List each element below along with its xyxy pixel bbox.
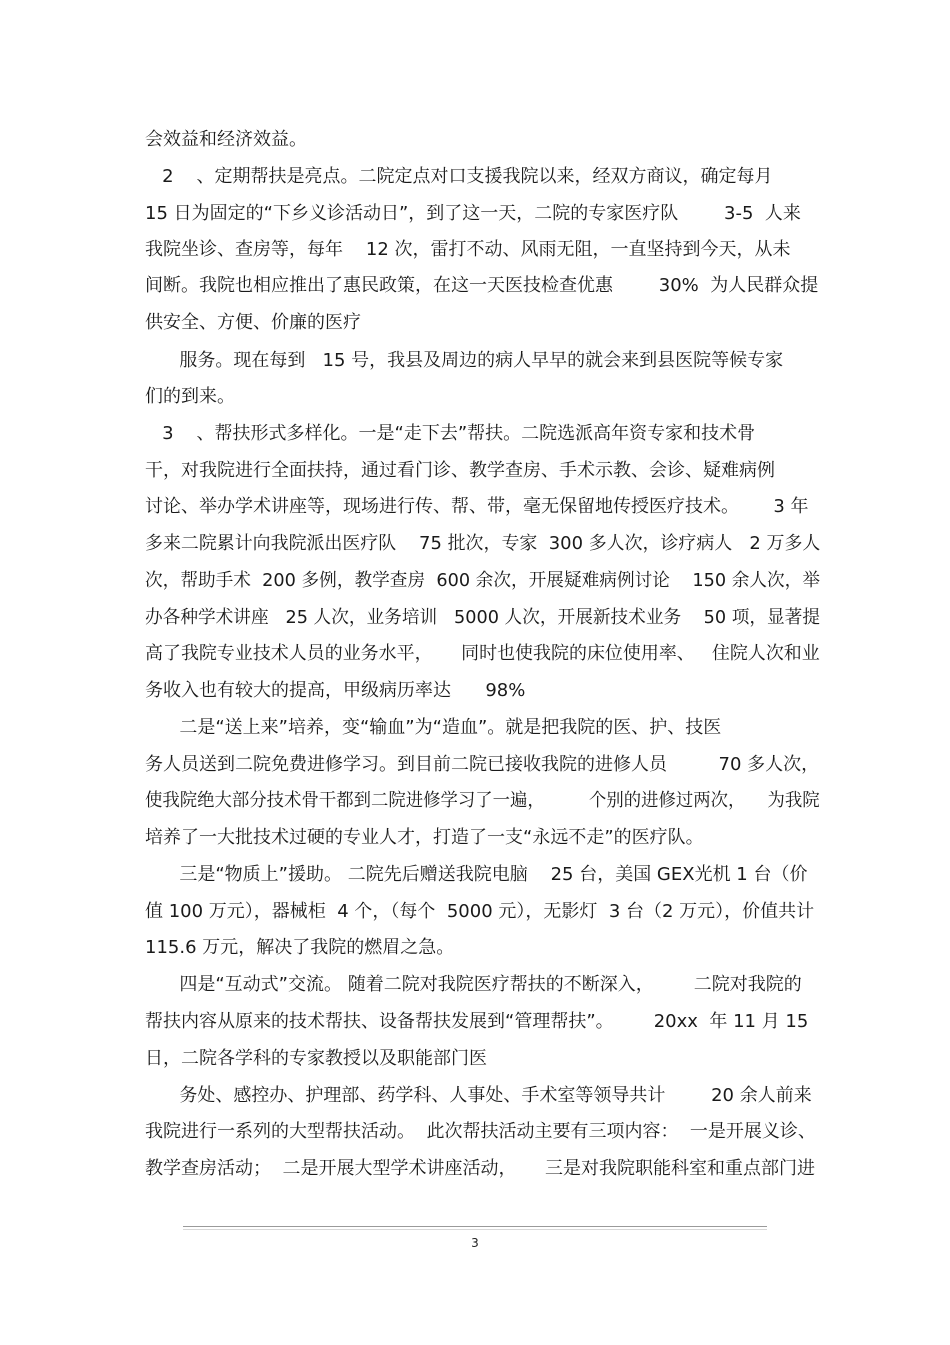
- text-line: 15 日为固定的“下乡义诊活动日”，到了这一天，二院的专家医疗队 3-5 人来: [145, 203, 801, 224]
- text-line: 多来二院累计向我院派出医疗队 75 批次，专家 300 多人次，诊疗病人 2 万多人: [145, 533, 821, 554]
- text-line: 供安全、方便、价廉的医疗: [145, 312, 361, 333]
- text-line: 间断。我院也相应推出了惠民政策，在这一天医技检查优惠 30% 为人民群众提: [145, 275, 819, 296]
- text-line: 讨论、举办学术讲座等，现场进行传、帮、带，毫无保留地传授医疗技术。 3 年: [145, 496, 809, 517]
- text-line: 我院坐诊、查房等，每年 12 次，雷打不动、风雨无阻，一直坚持到今天，从未: [145, 239, 791, 260]
- text-line: 培养了一大批技术过硬的专业人才，打造了一支“永远不走”的医疗队。: [145, 827, 704, 848]
- text-line: 教学查房活动； 二是开展大型学术讲座活动， 三是对我院职能科室和重点部门进: [145, 1158, 816, 1179]
- text-line: 帮扶内容从原来的技术帮扶、设备帮扶发展到“管理帮扶”。 20xx 年 11 月 15: [145, 1011, 809, 1032]
- text-line: 务处、感控办、护理部、药学科、人事处、手术室等领导共计 20 余人前来: [145, 1085, 812, 1106]
- text-line: 干，对我院进行全面扶持，通过看门诊、教学查房、手术示教、会诊、疑难病例: [145, 460, 775, 481]
- text-line: 三是“物质上”援助。 二院先后赠送我院电脑 25 台，美国 GEX光机 1 台（价: [145, 864, 808, 885]
- text-line: 使我院绝大部分技术骨干都到二院进修学习了一遍， 个别的进修过两次， 为我院: [145, 790, 820, 811]
- text-line: 们的到来。: [145, 386, 235, 407]
- text-line: 日，二院各学科的专家教授以及职能部门医: [145, 1048, 487, 1069]
- text-line: 服务。现在每到 15 号，我县及周边的病人早早的就会来到县医院等候专家: [145, 350, 784, 371]
- text-line: 会效益和经济效益。: [145, 129, 307, 150]
- footer-divider-shadow: [183, 1229, 767, 1230]
- text-line: 我院进行一系列的大型帮扶活动。 此次帮扶活动主要有三项内容： 一是开展义诊、: [145, 1121, 816, 1142]
- text-line: 值 100 万元），器械柜 4 个，（每个 5000 元），无影灯 3 台（2 万元），价值共计: [145, 901, 815, 922]
- text-line: 务人员送到二院免费进修学习。到目前二院已接收我院的进修人员 70 多人次，: [145, 754, 820, 775]
- text-line: 四是“互动式”交流。 随着二院对我院医疗帮扶的不断深入， 二院对我院的: [145, 974, 802, 995]
- text-line: 二是“送上来”培养，变“输血”为“造血”。就是把我院的医、护、技医: [145, 717, 722, 738]
- text-line: 办各种学术讲座 25 人次，业务培训 5000 人次，开展新技术业务 50 项，显著提: [145, 607, 820, 628]
- text-line: 次，帮助手术 200 多例，教学查房 600 余次，开展疑难病例讨论 150 余人次，举: [145, 570, 821, 591]
- text-line: 高了我院专业技术人员的业务水平， 同时也使我院的床位使用率、 住院人次和业: [145, 643, 820, 664]
- page-number: 3: [471, 1236, 479, 1250]
- text-line: 115.6 万元，解决了我院的燃眉之急。: [145, 937, 455, 958]
- text-line: 务收入也有较大的提高，甲级病历率达 98%: [145, 680, 526, 701]
- footer-divider: [183, 1226, 767, 1227]
- text-line: 2 、定期帮扶是亮点。二院定点对口支援我院以来，经双方商议，确定每月: [145, 166, 773, 187]
- text-line: 3 、帮扶形式多样化。一是“走下去”帮扶。二院选派高年资专家和技术骨: [145, 423, 756, 444]
